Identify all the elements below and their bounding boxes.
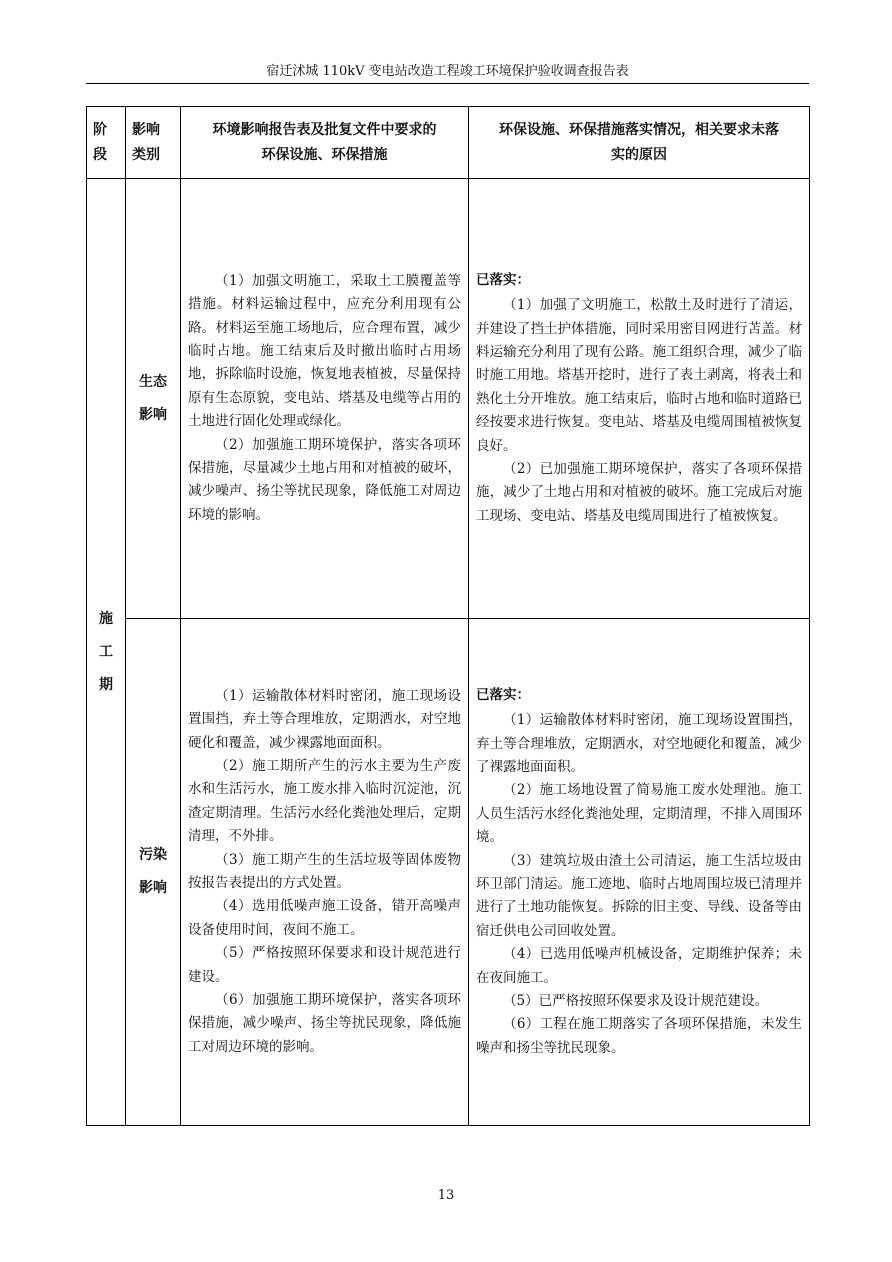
category-header-line1: 影响 bbox=[132, 121, 160, 138]
implemented-title: 已落实： bbox=[476, 271, 530, 288]
category-line: 生态 bbox=[139, 373, 167, 390]
requirements-cell bbox=[181, 619, 469, 1126]
implemented-title: 已落实： bbox=[476, 686, 530, 703]
category-header-line2: 类别 bbox=[132, 146, 160, 163]
requirement-paragraph: （6）加强施工期环境保护，落实各项环保措施，减少噪声、扬尘等扰民现象，降低施工对周边环境的影响。 bbox=[188, 992, 461, 1055]
implementation-cell bbox=[469, 179, 810, 619]
implementation-cell bbox=[469, 619, 810, 1126]
stage-header-line1: 阶 bbox=[93, 121, 107, 138]
implementation-paragraph: （4）已选用低噪声机械设备，定期维护保养；未在夜间施工。 bbox=[476, 946, 802, 986]
implementation-header-line1: 环保设施、环保措施落实情况，相关要求未落 bbox=[499, 121, 779, 138]
requirements-header-line2: 环保设施、环保措施 bbox=[261, 146, 388, 163]
table-row bbox=[87, 179, 810, 619]
page-number: 13 bbox=[437, 1188, 455, 1203]
header-rule bbox=[86, 83, 809, 84]
stage-char: 施 bbox=[99, 610, 113, 627]
table-header-row bbox=[87, 107, 810, 179]
implementation-header-line2: 实的原因 bbox=[611, 146, 667, 163]
requirements-header-line1: 环境影响报告表及批复文件中要求的 bbox=[212, 121, 437, 138]
stage-char: 工 bbox=[99, 643, 113, 660]
table-row bbox=[87, 619, 810, 1126]
acceptance-table bbox=[86, 106, 810, 1126]
category-line: 影响 bbox=[139, 880, 167, 896]
implementation-paragraph: （1）加强了文明施工，松散土及时进行了清运，并建设了挡土护体措施，同时采用密目网进行苫盖。材料运输充分利用了现有公路。施工组织合理，减少了临时施工用地。塔基开挖时，进行了表土剥离，将表土和熟化土分开堆放。施工结束后，临时占地和临时道路已经按要求进行恢复。变电站、塔基及电缆周围植被恢复良好。 bbox=[476, 297, 802, 454]
stage-char: 期 bbox=[99, 676, 113, 693]
page-header: 宿迁沭城 110kV 变电站改造工程竣工环境保护验收调查报告表 bbox=[266, 64, 629, 79]
category-line: 污染 bbox=[139, 847, 167, 863]
category-column-header bbox=[126, 107, 181, 179]
requirements-column-header bbox=[181, 107, 469, 179]
requirement-paragraph: （1）运输散体材料时密闭，施工现场设置围挡，弃土等合理堆放，定期洒水，对空地硬化和覆盖，减少裸露地面面积。 bbox=[188, 687, 461, 751]
implementation-paragraph: （2）施工场地设置了简易施工废水处理池。施工人员生活污水经化粪池处理，定期清理，不排入周围环境。 bbox=[476, 782, 802, 846]
requirement-paragraph: （5）严格按照环保要求和设计规范进行建设。 bbox=[188, 945, 461, 985]
requirement-paragraph: （2）施工期所产生的污水主要为生产废水和生活污水，施工废水排入临时沉淀池，沉渣定期清理。生活污水经化粪池处理后，定期清理，不外排。 bbox=[188, 757, 461, 845]
implementation-paragraph: （2）已加强施工期环境保护，落实了各项环保措施，减少了土地占用和对植被的破坏。施工完成后对施工现场、变电站、塔基及电缆周围进行了植被恢复。 bbox=[476, 461, 802, 524]
implementation-paragraph: （5）已严格按照环保要求及设计规范建设。 bbox=[503, 993, 769, 1010]
implementation-column-header bbox=[469, 107, 810, 179]
stage-column-header bbox=[87, 107, 126, 179]
requirement-paragraph: （4）选用低噪声施工设备，错开高噪声设备使用时间，夜间不施工。 bbox=[188, 898, 461, 938]
implementation-paragraph: （1）运输散体材料时密闭，施工现场设置围挡，弃土等合理堆放，定期洒水，对空地硬化和覆盖，减少了裸露地面面积。 bbox=[476, 712, 802, 775]
stage-cell bbox=[87, 179, 126, 1126]
stage-header-line2: 段 bbox=[93, 146, 107, 163]
category-cell bbox=[126, 619, 181, 1126]
implementation-paragraph: （6）工程在施工期落实了各项环保措施，未发生噪声和扬尘等扰民现象。 bbox=[476, 1016, 802, 1056]
requirement-paragraph: （2）加强施工期环境保护，落实各项环保措施，尽量减少土地占用和对植被的破坏，减少噪声、扬尘等扰民现象，降低施工对周边环境的影响。 bbox=[188, 436, 461, 523]
category-cell bbox=[126, 179, 181, 619]
requirements-cell bbox=[181, 179, 469, 619]
requirement-paragraph: （1）加强文明施工，采取土工膜覆盖等措施。材料运输过程中，应充分利用现有公路。材料运至施工场地后，应合理布置，减少临时占地。施工结束后及时撤出临时占用场地，拆除临时设施，恢复地表植被，尽量保持原有生态原貌，变电站、塔基及电缆等占用的土地进行固化处理或绿化。 bbox=[188, 272, 461, 430]
implementation-paragraph: （3）建筑垃圾由渣土公司清运，施工生活垃圾由环卫部门清运。施工迹地、临时占地周围垃圾已清理并进行了土地功能恢复。拆除的旧主变、导线、设备等由宿迁供电公司回收处置。 bbox=[476, 852, 802, 939]
category-line: 影响 bbox=[139, 406, 167, 423]
requirement-paragraph: （3）施工期产生的生活垃圾等固体废物按报告表提出的方式处置。 bbox=[188, 851, 461, 891]
